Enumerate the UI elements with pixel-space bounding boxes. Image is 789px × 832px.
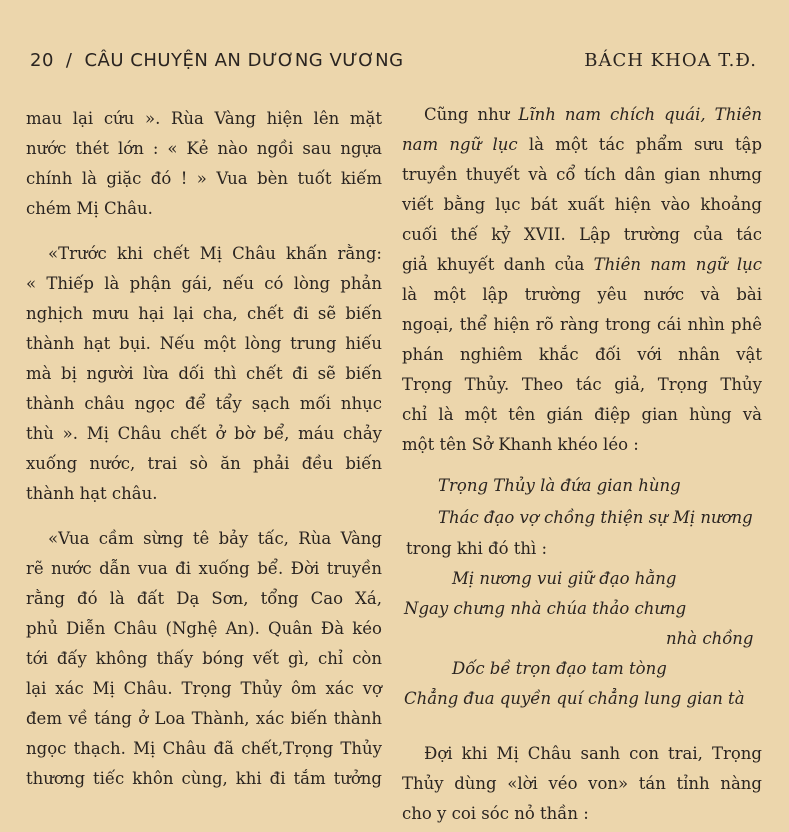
left-line: lại xác Mị Châu. Trọng Thủy ôm xác vợ	[26, 679, 382, 698]
left-line: chém Mị Châu.	[26, 199, 153, 218]
book-title: Thiên nam ngữ lục	[593, 255, 762, 274]
left-line: mà bị người lừa dối thì chết đi sẽ biến	[26, 364, 382, 383]
left-line: nước thét lớn : « Kẻ nào ngồi sau ngựa	[26, 139, 382, 158]
right-line: phán nghiêm khắc đối với nhân vật	[402, 345, 762, 364]
right-line: trong khi đó thì :	[406, 539, 548, 558]
chapter-title: CÂU CHUYỆN AN DƯƠNG VƯƠNG	[84, 50, 404, 71]
left-line: mau lại cứu ». Rùa Vàng hiện lên mặt	[26, 109, 382, 128]
header-separator: /	[65, 50, 73, 71]
verse-line: Thác đạo vợ chồng thiện sự Mị nương	[438, 508, 753, 527]
right-line: ngoại, thể hiện rõ ràng trong cái nhìn phê	[402, 315, 762, 334]
verse-line: Dốc bề trọn đạo tam tòng	[452, 659, 667, 678]
text-span: là một tác phẩm sưu tập	[517, 135, 763, 154]
left-line: chính là giặc đó ! » Vua bèn tuốt kiếm	[26, 169, 382, 188]
right-line: viết bằng lục bát xuất hiện vào khoảng	[402, 195, 762, 214]
verse-line: Mị nương vui giữ đạo hằng	[452, 569, 677, 588]
right-line: Thủy dùng «lời véo von» tán tỉnh nàng	[402, 774, 762, 793]
text-span: giả khuyết danh của	[402, 255, 594, 274]
right-line	[402, 255, 762, 279]
left-line: ngọc thạch. Mị Châu đã chết,Trọng Thủy	[26, 739, 382, 758]
right-line: cho y coi sóc nỏ thần :	[402, 804, 589, 823]
left-line: phủ Diễn Châu (Nghệ An). Quân Đà kéo	[26, 619, 382, 638]
left-line: đem về táng ở Loa Thành, xác biến thành	[26, 709, 382, 728]
book-title: nam ngữ lục	[402, 135, 518, 154]
right-line: Trọng Thủy. Theo tác giả, Trọng Thủy	[402, 375, 762, 394]
right-line	[402, 135, 762, 159]
verse-line: nhà chồng	[666, 629, 754, 648]
left-line: tới đấy không thấy bóng vết gì, chỉ còn	[26, 649, 382, 668]
book-title: Lĩnh nam chích quái, Thiên	[518, 105, 762, 124]
verse-line: Chẳng đua quyền quí chẳng lung gian tà	[404, 689, 745, 708]
right-line: chỉ là một tên gián điệp gian hùng và	[402, 405, 762, 424]
right-line: một tên Sở Khanh khéo léo :	[402, 435, 639, 454]
left-line: rằng đó là đất Dạ Sơn, tổng Cao Xá,	[26, 589, 382, 608]
left-line: «Trước khi chết Mị Châu khấn rằng:	[48, 244, 382, 263]
right-line: là một lập trường yêu nước và bài	[402, 285, 762, 304]
left-line: thành hạt bụi. Nếu một lòng trung hiếu	[26, 334, 382, 353]
verse-line: Ngay chưng nhà chúa thảo chưng	[404, 599, 687, 618]
left-line: rẽ nước dẫn vua đi xuống bể. Đời truyền	[26, 559, 382, 578]
left-line: thù ». Mị Châu chết ở bờ bể, máu chảy	[26, 424, 382, 443]
left-line: thương tiếc khôn cùng, khi đi tắm tưởng	[26, 769, 382, 788]
right-line: Đợi khi Mị Châu sanh con trai, Trọng	[424, 744, 762, 763]
left-line: xuống nước, trai sò ăn phải đều biến	[26, 454, 382, 473]
page-number: 20	[30, 50, 54, 71]
publication-title: BÁCH KHOA T.Đ.	[584, 50, 757, 71]
left-line: « Thiếp là phận gái, nếu có lòng phản	[26, 274, 382, 293]
left-line: thành châu ngọc để tẩy sạch mối nhục	[26, 394, 382, 413]
left-line: nghịch mưu hại lại cha, chết đi sẽ biến	[26, 304, 382, 323]
left-line: «Vua cầm sừng tê bảy tấc, Rùa Vàng	[48, 529, 382, 548]
page-header	[30, 50, 757, 80]
right-line	[402, 105, 762, 129]
right-line: cuối thế kỷ XVII. Lập trường của tác	[402, 225, 762, 244]
right-line: truyền thuyết và cổ tích dân gian nhưng	[402, 165, 762, 184]
header-left	[30, 50, 404, 71]
verse-line: Trọng Thủy là đứa gian hùng	[438, 476, 681, 495]
text-span: Cũng như	[424, 105, 519, 124]
left-line: thành hạt châu.	[26, 484, 158, 503]
